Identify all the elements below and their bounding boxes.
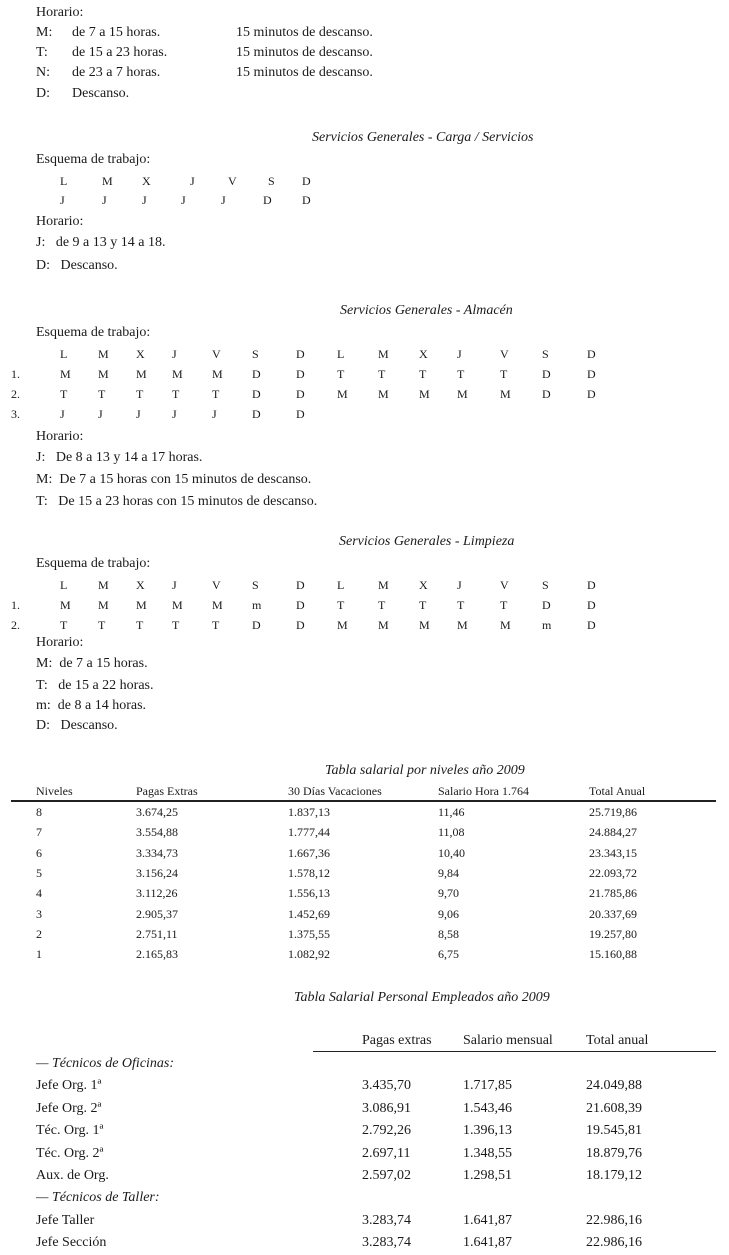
day-header: S: [542, 347, 549, 361]
shift-cell: M: [136, 367, 147, 381]
shift-cell: J: [98, 407, 103, 421]
table-cell: 18.879,76: [586, 1145, 642, 1161]
table-cell: 4: [36, 886, 42, 901]
day-header: S: [268, 174, 275, 188]
schedule-code: M:: [36, 25, 53, 40]
shift-cell: T: [378, 598, 386, 612]
shift-cell: M: [378, 618, 389, 632]
shift-cell: M: [378, 387, 389, 401]
shift-cell: J: [60, 407, 65, 421]
table-cell: 1.375,55: [288, 926, 330, 941]
shift-cell: M: [172, 598, 183, 612]
shift-cell: m: [542, 618, 552, 632]
schedule-code: D:: [36, 86, 50, 101]
shift-cell: T: [457, 598, 465, 612]
shift-cell: M: [337, 387, 348, 401]
table-cell: 1.777,44: [288, 825, 330, 840]
horario-label: Horario:: [36, 429, 84, 444]
shift-cell: T: [337, 367, 345, 381]
shift-cell: T: [500, 598, 508, 612]
shift-cell: D: [263, 193, 272, 207]
table-cell: 3.283,74: [362, 1212, 411, 1228]
table-cell: 1.556,13: [288, 886, 330, 901]
day-header: D: [302, 174, 311, 188]
table-cell: 2.697,11: [362, 1145, 411, 1161]
shift-cell: T: [419, 367, 427, 381]
shift-cell: T: [172, 387, 180, 401]
column-header: Pagas extras: [362, 1033, 432, 1048]
column-header: Salario mensual: [463, 1033, 553, 1048]
table-cell: 3.674,25: [136, 805, 178, 819]
table-cell: 19.545,81: [586, 1123, 642, 1139]
shift-cell: D: [542, 598, 551, 612]
day-header: X: [419, 347, 428, 361]
scheme-label: Esquema de trabajo:: [36, 152, 151, 167]
row-number: 3.: [11, 407, 20, 421]
schedule-rest: 15 minutos de descanso.: [236, 65, 373, 80]
header-rule: [11, 800, 716, 802]
table-cell: 2.792,26: [362, 1123, 411, 1139]
column-header: Salario Hora 1.764: [438, 784, 529, 798]
row-label: Jefe Org. 2ª: [36, 1100, 102, 1116]
shift-cell: T: [172, 618, 180, 632]
shift-cell: M: [60, 598, 71, 612]
shift-cell: M: [419, 618, 430, 632]
schedule-hours: de 23 a 7 horas.: [72, 65, 161, 80]
table-cell: 2.165,83: [136, 947, 178, 962]
table-cell: 1.452,69: [288, 906, 330, 921]
row-number: 2.: [11, 618, 20, 632]
shift-cell: T: [212, 618, 220, 632]
table-cell: 9,70: [438, 886, 459, 901]
table-cell: 20.337,69: [589, 906, 637, 921]
day-header: L: [60, 347, 68, 361]
shift-cell: M: [212, 367, 223, 381]
horario-line: D: Descanso.: [36, 258, 118, 273]
table-cell: 1.396,13: [463, 1123, 512, 1139]
shift-cell: M: [457, 618, 468, 632]
table-cell: 18.179,12: [586, 1168, 642, 1183]
header-rule: [313, 1051, 716, 1052]
shift-cell: D: [542, 387, 551, 401]
shift-cell: T: [98, 387, 106, 401]
shift-cell: D: [587, 598, 596, 612]
day-header: V: [500, 347, 509, 361]
table-cell: 7: [36, 825, 42, 840]
table-cell: 22.986,16: [586, 1235, 642, 1251]
row-number: 1.: [11, 598, 20, 612]
horario-line: m: de 8 a 14 horas.: [36, 698, 147, 713]
table-cell: 1.717,85: [463, 1078, 512, 1094]
column-header: Total anual: [586, 1033, 649, 1048]
shift-cell: D: [252, 367, 261, 381]
shift-cell: M: [98, 598, 109, 612]
shift-cell: D: [296, 407, 305, 421]
day-header: L: [337, 578, 345, 592]
table-cell: 10,40: [438, 845, 465, 860]
table-title-niveles: Tabla salarial por niveles año 2009: [325, 763, 525, 778]
table-cell: 3.112,26: [136, 886, 178, 901]
shift-cell: M: [136, 598, 147, 612]
shift-cell: J: [221, 193, 226, 207]
shift-cell: M: [212, 598, 223, 612]
shift-cell: D: [542, 367, 551, 381]
shift-cell: m: [252, 598, 262, 612]
horario-label: Horario:: [36, 635, 84, 650]
shift-cell: D: [296, 367, 305, 381]
horario-line: J: de 9 a 13 y 14 a 18.: [36, 235, 166, 250]
table-cell: 22.986,16: [586, 1212, 642, 1228]
horario-line: J: De 8 a 13 y 14 a 17 horas.: [36, 450, 203, 465]
table-cell: 8,58: [438, 926, 459, 941]
table-cell: 1.082,92: [288, 947, 330, 962]
horario-line: M: de 7 a 15 horas.: [36, 656, 148, 671]
shift-cell: T: [60, 618, 68, 632]
table-cell: 3.334,73: [136, 845, 178, 860]
table-title-empleados: Tabla Salarial Personal Empleados año 2009: [294, 990, 550, 1005]
day-header: J: [457, 347, 462, 361]
day-header: V: [500, 578, 509, 592]
day-header: D: [296, 347, 305, 361]
day-header: S: [252, 347, 259, 361]
day-header: L: [337, 347, 345, 361]
shift-cell: T: [500, 367, 508, 381]
shift-cell: D: [302, 193, 311, 207]
day-header: M: [378, 347, 389, 361]
row-label: Jefe Sección: [36, 1235, 107, 1251]
table-cell: 2.751,11: [136, 926, 178, 941]
shift-cell: T: [457, 367, 465, 381]
shift-cell: J: [136, 407, 141, 421]
table-cell: 3: [36, 906, 42, 921]
day-header: M: [98, 578, 109, 592]
day-header: J: [172, 347, 177, 361]
table-cell: 1.298,51: [463, 1168, 512, 1183]
shift-cell: D: [587, 387, 596, 401]
day-header: J: [190, 174, 195, 188]
group-label: — Técnicos de Oficinas:: [36, 1056, 175, 1071]
table-cell: 24.884,27: [589, 825, 637, 840]
row-label: Aux. de Org.: [36, 1168, 109, 1183]
day-header: D: [587, 347, 596, 361]
table-cell: 1: [36, 947, 42, 962]
shift-cell: T: [136, 618, 144, 632]
table-cell: 1.578,12: [288, 865, 330, 880]
schedule-hours: de 15 a 23 horas.: [72, 45, 168, 60]
day-header: X: [136, 578, 145, 592]
row-label: Jefe Taller: [36, 1212, 95, 1228]
day-header: M: [378, 578, 389, 592]
day-header: S: [542, 578, 549, 592]
shift-cell: M: [60, 367, 71, 381]
shift-cell: T: [60, 387, 68, 401]
table-cell: 6,75: [438, 947, 459, 962]
shift-cell: M: [500, 618, 511, 632]
table-cell: 25.719,86: [589, 805, 637, 819]
schedule-hours: Descanso.: [72, 86, 130, 101]
table-cell: 1.348,55: [463, 1145, 512, 1161]
shift-cell: D: [296, 618, 305, 632]
row-label: Jefe Org. 1ª: [36, 1078, 102, 1094]
shift-cell: M: [98, 367, 109, 381]
schedule-rest: 15 minutos de descanso.: [236, 45, 373, 60]
table-cell: 9,06: [438, 906, 459, 921]
table-cell: 2: [36, 926, 42, 941]
shift-cell: T: [98, 618, 106, 632]
horario-line: T: de 15 a 22 horas.: [36, 678, 154, 693]
column-header: Niveles: [36, 784, 73, 798]
shift-cell: M: [172, 367, 183, 381]
table-cell: 22.093,72: [589, 865, 637, 880]
horario-label: Horario:: [36, 5, 84, 20]
table-cell: 2.597,02: [362, 1168, 411, 1183]
shift-cell: M: [457, 387, 468, 401]
table-cell: 2.905,37: [136, 906, 178, 921]
shift-cell: D: [252, 387, 261, 401]
shift-cell: J: [142, 193, 147, 207]
scheme-label: Esquema de trabajo:: [36, 325, 151, 340]
day-header: V: [212, 578, 221, 592]
shift-cell: T: [337, 598, 345, 612]
shift-cell: J: [60, 193, 65, 207]
table-cell: 23.343,15: [589, 845, 637, 860]
table-cell: 3.554,88: [136, 825, 178, 840]
day-header: V: [212, 347, 221, 361]
shift-cell: D: [252, 407, 261, 421]
table-cell: 1.667,36: [288, 845, 330, 860]
column-header: Pagas Extras: [136, 784, 198, 798]
table-cell: 1.641,87: [463, 1235, 512, 1251]
day-header: D: [296, 578, 305, 592]
day-header: J: [172, 578, 177, 592]
shift-cell: T: [136, 387, 144, 401]
horario-line: T: De 15 a 23 horas con 15 minutos de descanso.: [36, 494, 318, 509]
table-cell: 24.049,88: [586, 1078, 642, 1094]
schedule-code: T:: [36, 45, 48, 60]
schedule-rest: 15 minutos de descanso.: [236, 25, 373, 40]
shift-cell: D: [587, 367, 596, 381]
shift-cell: T: [419, 598, 427, 612]
table-cell: 8: [36, 805, 42, 819]
shift-cell: D: [296, 387, 305, 401]
shift-cell: D: [296, 598, 305, 612]
table-cell: 19.257,80: [589, 926, 637, 941]
table-cell: 1.641,87: [463, 1212, 512, 1228]
table-cell: 5: [36, 865, 42, 880]
day-header: D: [587, 578, 596, 592]
row-label: Téc. Org. 1ª: [36, 1123, 104, 1139]
scheme-label: Esquema de trabajo:: [36, 556, 151, 571]
column-header: 30 Días Vacaciones: [288, 784, 382, 798]
day-header: X: [136, 347, 145, 361]
day-header: M: [98, 347, 109, 361]
section-title-carga: Servicios Generales - Carga / Servicios: [312, 130, 534, 145]
schedule-code: N:: [36, 65, 50, 80]
horario-line: M: De 7 a 15 horas con 15 minutos de descanso.: [36, 472, 312, 487]
day-header: X: [142, 174, 151, 188]
shift-cell: T: [378, 367, 386, 381]
row-number: 1.: [11, 367, 20, 381]
day-header: J: [457, 578, 462, 592]
shift-cell: M: [500, 387, 511, 401]
horario-line: D: Descanso.: [36, 718, 118, 733]
day-header: L: [60, 174, 68, 188]
table-cell: 11,46: [438, 805, 465, 819]
row-number: 2.: [11, 387, 20, 401]
row-label: Téc. Org. 2ª: [36, 1145, 104, 1161]
column-header: Total Anual: [589, 784, 646, 798]
shift-cell: J: [102, 193, 107, 207]
day-header: M: [102, 174, 113, 188]
shift-cell: M: [337, 618, 348, 632]
table-cell: 3.086,91: [362, 1100, 411, 1116]
table-cell: 3.283,74: [362, 1235, 411, 1251]
day-header: V: [228, 174, 237, 188]
shift-cell: D: [252, 618, 261, 632]
day-header: S: [252, 578, 259, 592]
shift-cell: J: [181, 193, 186, 207]
shift-cell: T: [212, 387, 220, 401]
section-title-limpieza: Servicios Generales - Limpieza: [339, 534, 515, 549]
table-cell: 21.608,39: [586, 1100, 642, 1116]
table-cell: 15.160,88: [589, 947, 637, 962]
section-title-almacen: Servicios Generales - Almacén: [340, 303, 513, 318]
table-cell: 3.156,24: [136, 865, 178, 880]
table-cell: 1.543,46: [463, 1100, 512, 1116]
horario-label: Horario:: [36, 214, 84, 229]
table-cell: 1.837,13: [288, 805, 330, 819]
schedule-hours: de 7 a 15 horas.: [72, 25, 161, 40]
group-label: — Técnicos de Taller:: [36, 1190, 160, 1206]
table-cell: 11,08: [438, 825, 465, 840]
shift-cell: J: [212, 407, 217, 421]
table-cell: 6: [36, 845, 42, 860]
table-cell: 9,84: [438, 865, 459, 880]
shift-cell: D: [587, 618, 596, 632]
day-header: L: [60, 578, 68, 592]
table-cell: 3.435,70: [362, 1078, 411, 1094]
day-header: X: [419, 578, 428, 592]
table-cell: 21.785,86: [589, 886, 637, 901]
shift-cell: J: [172, 407, 177, 421]
shift-cell: M: [419, 387, 430, 401]
